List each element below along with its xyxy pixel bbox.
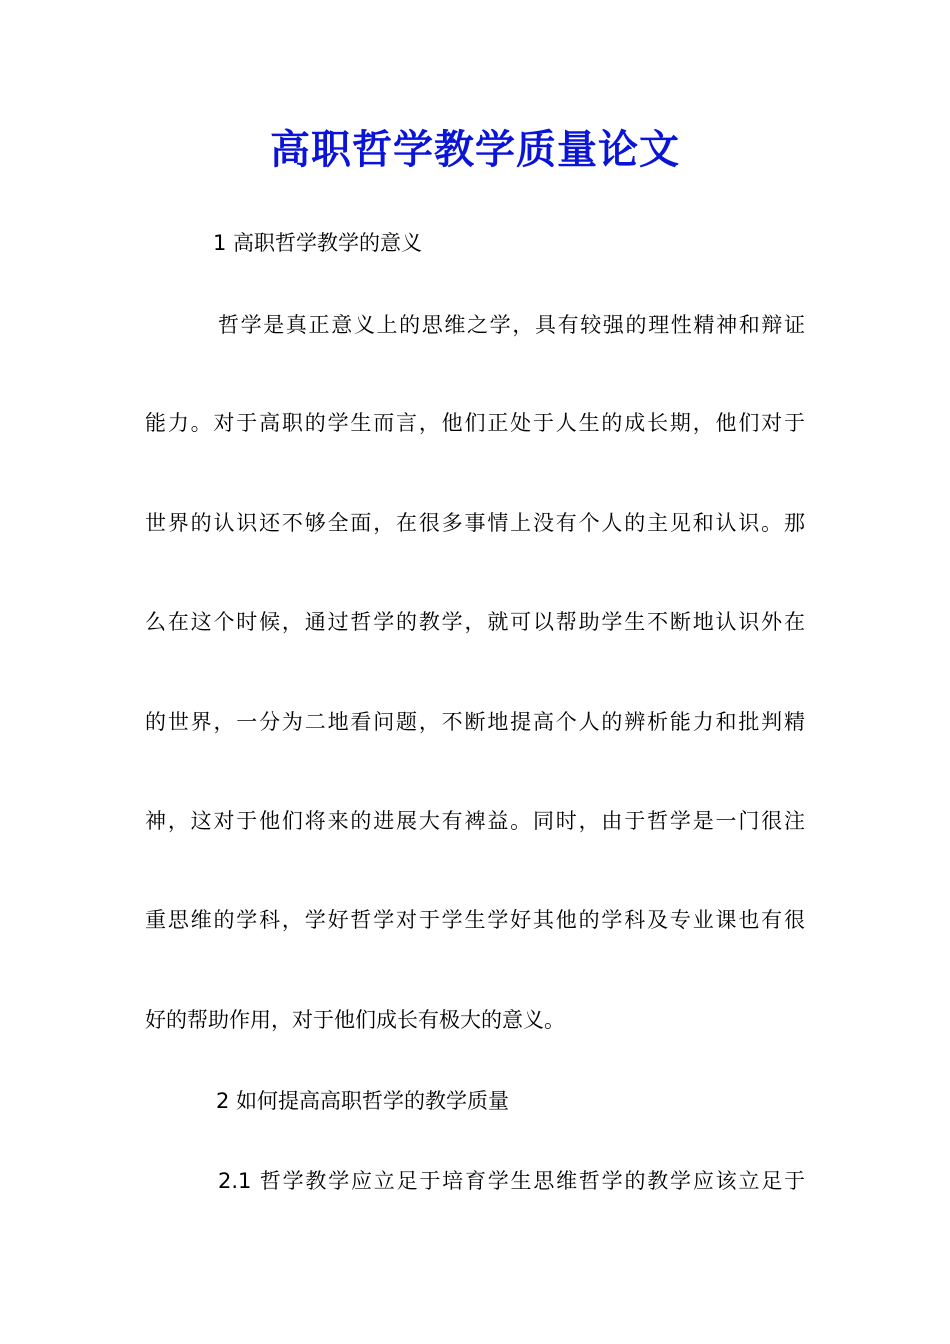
paragraph-line: 哲学是真正意义上的思维之学，具有较强的理性精神和辩证 [218, 313, 805, 337]
paragraph-line: 神，这对于他们将来的进展大有裨益。同时，由于哲学是一门很注 [145, 809, 805, 833]
paragraph-line: 重思维的学科，学好哲学对于学生学好其他的学科及专业课也有很 [145, 908, 805, 932]
paragraph-line: 好的帮助作用，对于他们成长有极大的意义。 [145, 1008, 565, 1032]
section-heading: 2 如何提高高职哲学的教学质量 [216, 1089, 510, 1113]
paragraph-line: 2.1 哲学教学应立足于培育学生思维哲学的教学应该立足于 [218, 1169, 805, 1193]
paragraph-line: 的世界，一分为二地看问题，不断地提高个人的辨析能力和批判精 [145, 710, 805, 734]
section-heading: 1 高职哲学教学的意义 [213, 231, 423, 255]
paragraph-line: 么在这个时候，通过哲学的教学，就可以帮助学生不断地认识外在 [145, 610, 805, 634]
document-title: 高职哲学教学质量论文 [270, 126, 680, 173]
paragraph-line: 能力。对于高职的学生而言，他们正处于人生的成长期，他们对于 [145, 411, 805, 435]
paragraph-line: 世界的认识还不够全面，在很多事情上没有个人的主见和认识。那 [145, 511, 805, 535]
